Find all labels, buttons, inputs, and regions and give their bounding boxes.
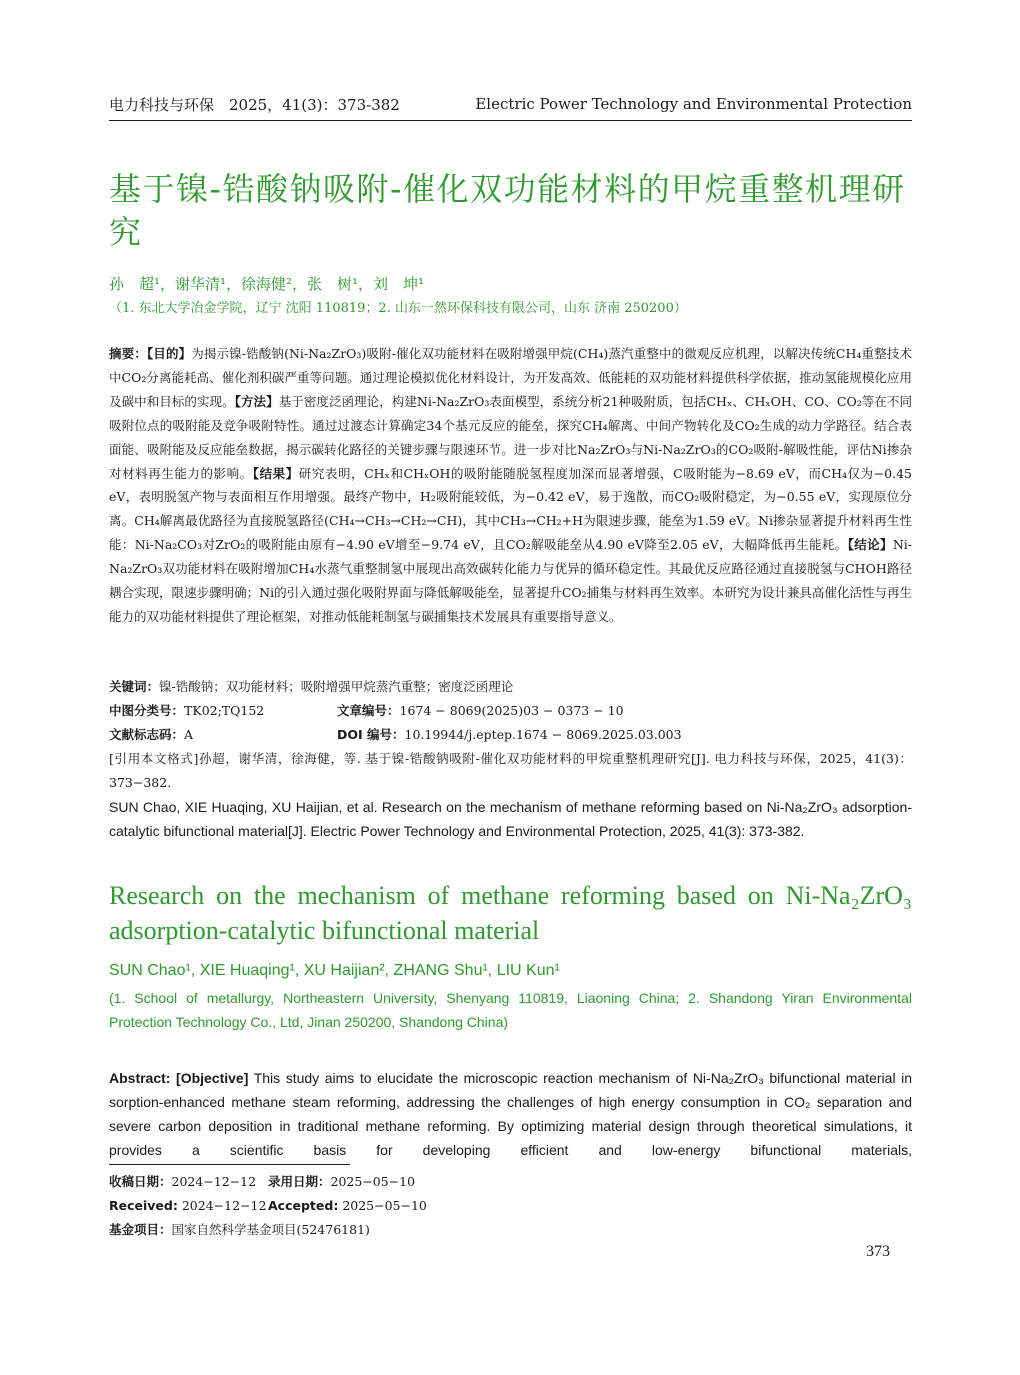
received-cn-value: 2024−12−12 [171,1174,257,1189]
abstract-cn-label: 摘要： [109,346,147,361]
authors-cn: 孙 超¹，谢华清¹，徐海健²，张 树¹，刘 坤¹ [109,275,425,293]
method-tag: 【方法】 [234,393,279,409]
keywords [109,675,513,699]
clc-value: TK02;TQ152 [184,703,265,718]
accepted-date-cn [268,1170,415,1194]
journal-citation-header: 电力科技与环保 2025，41(3)：373-382 [109,95,400,114]
article-no-label: 文章编号： [337,703,400,718]
citation-cn [109,747,912,795]
authors-en: SUN Chao¹, XIE Huaqing¹, XU Haijian², ZHANG Shu¹, LIU Kun¹ [109,962,560,979]
citation-cn-text: 孙超，谢华清，徐海健，等. 基于镍-锆酸钠吸附-催化双功能材料的甲烷重整机理研究[J]. 电力科技与环保，2025，41(3)：373−382. [109,751,913,790]
received-date-en [109,1194,266,1218]
result-tag: 【结果】 [252,465,299,481]
received-date-cn [109,1170,256,1194]
title-cn: 基于镍-锆酸钠吸附-催化双功能材料的甲烷重整机理研究 [109,170,906,251]
objective-text: 为揭示镍-锆酸钠(Ni-Na₂ZrO₃)吸附-催化双功能材料在吸附增强甲烷(CH₄)蒸汽重整中的微观反应机理，以解决传统CH₄重整技术中CO₂分离能耗高、催化剂积碳严重等问题。通过理论模拟优化材料设计，为开发高效、低能耗的双功能材料提供科学依据，推动氢能规模化应用及碳中和目标的实现。 [109,346,912,409]
fund-project [109,1218,370,1242]
clc-label: 中图分类号： [109,703,185,718]
journal-name-header: Electric Power Technology and Environmental Protection [475,95,912,113]
abstract-cn [109,342,912,629]
document-code [109,723,193,747]
article-no-value: 1674 − 8069(2025)03 − 0373 − 10 [399,703,624,718]
accepted-en-value: 2025−05−10 [342,1198,427,1213]
doc-code-value: A [184,727,194,742]
abstract-en-label: Abstract: [109,1070,171,1086]
doc-code-label: 文献标志码： [109,727,185,742]
objective-tag: 【目的】 [146,346,192,361]
doi [337,723,682,747]
article-number [337,699,624,723]
conclusion-tag: 【结论】 [847,537,893,553]
title-en: Research on the mechanism of methane reforming based on Ni-Na₂ZrO₃ adsorption-catalytic bifunctional material [109,881,912,945]
doi-label: DOI 编号： [337,727,405,742]
header-rule [109,120,912,121]
fund-value: 国家自然科学基金项目(52476181) [171,1222,370,1237]
footnote-rule [109,1164,350,1165]
result-text: 研究表明，CHₓ和CHₓOH的吸附能随脱氢程度加深而显著增强，C吸附能为−8.69 eV，而CH₄仅为−0.45 eV，表明脱氢产物与表面相互作用增强。最终产物中，H₂吸附能较低，为−0.42 eV，易于逸散，而CO₂吸附稳定，为−0.55 eV，实现原位分离。CH₄解离最优路径为直接脱氢路径(CH₄→CH₃→CH₂→CH)，其中CH₃→CH₂+H为限速步骤，能垒为1.59 eV。Ni掺杂显著提升材料再生性能：Ni-Na₂CO₃对ZrO₂的吸附能由原有−4.90 eV增至−9.74 eV，且CO₂解吸能垒从4.90 eV降至2.05 eV，大幅降低再生能耗。 [109,465,912,553]
received-cn-label: 收稿日期： [109,1174,172,1189]
accepted-cn-label: 录用日期： [268,1174,331,1189]
running-header [109,92,912,116]
citation-en: SUN Chao, XIE Huaqing, XU Haijian, et al. Research on the mechanism of methane reforming based on Ni-Na₂ZrO₃ adsorption-catalytic bifunctional material[J]. Electric Power Technology and Environmental Protection, 2025, 41(3): 373-382. [109,799,912,839]
doi-value[interactable]: 10.19944/j.eptep.1674 − 8069.2025.03.003 [404,727,682,742]
accepted-en-label: Accepted: [268,1198,339,1213]
clc-number [109,699,264,723]
citation-cn-label: [引用本文格式] [109,751,199,766]
received-en-label: Received: [109,1198,178,1213]
page-number: 373 [866,1243,890,1260]
received-en-value: 2024−12−12 [181,1198,267,1213]
affiliation-en: (1. School of metallurgy, Northeastern University, Shenyang 110819, Liaoning China; 2. Shandong Yiran Environmental Protection Technology Co., Ltd, Jinan 250200, Shandong China) [109,990,912,1030]
abstract-en [109,1066,912,1162]
fund-label: 基金项目： [109,1222,172,1237]
keywords-label: 关键词： [109,679,160,694]
abstract-en-text: This study aims to elucidate the microscopic reaction mechanism of Ni-Na₂ZrO₃ bifunctional material in sorption-enhanced methane steam reforming, addressing the challenges of high energy consumption in CO₂ separation and severe carbon deposition in traditional methane reforming. By optimizing material design through theoretical simulations, it provides a scientific basis for developing efficient and low-energy bifunctional materials, [109,1070,913,1158]
abstract-en-objective-tag: [Objective] [176,1070,249,1086]
accepted-cn-value: 2025−05−10 [330,1174,416,1189]
keywords-value: 镍-锆酸钠；双功能材料；吸附增强甲烷蒸汽重整；密度泛函理论 [159,679,514,694]
conclusion-text: Ni-Na₂ZrO₃双功能材料在吸附增加CH₄水蒸气重整制氢中展现出高效碳转化能力与优异的循环稳定性。其最优反应路径通过直接脱氢与CHOH路径耦合实现，限速步骤明确；Ni的引入通过强化吸附界面与降低解吸能垒，显著提升CO₂捕集与材料再生效率。本研究为设计兼具高催化活性与再生能力的双功能材料提供了理论框架，对推动低能耗制氢与碳捕集技术发展具有重要指导意义。 [109,537,912,624]
accepted-date-en [268,1194,427,1218]
affiliation-cn: （1. 东北大学冶金学院，辽宁 沈阳 110819；2. 山东一然环保科技有限公司，山东 济南 250200） [109,301,687,316]
method-text: 基于密度泛函理论，构建Ni-Na₂ZrO₃表面模型，系统分析21种吸附质，包括CHₓ、CHₓOH、CO、CO₂等在不同吸附位点的吸附能及竞争吸附特性。通过过渡态计算确定34个基元反应的能垒，探究CH₄解离、中间产物转化及CO₂生成的动力学路径。结合表面能、吸附能及反应能垒数据，揭示碳转化路径的关键步骤与限速环节。进一步对比Na₂ZrO₃与Ni-Na₂ZrO₃的CO₂吸附-解吸性能，评估Ni掺杂对材料再生能力的影响。 [109,393,912,481]
